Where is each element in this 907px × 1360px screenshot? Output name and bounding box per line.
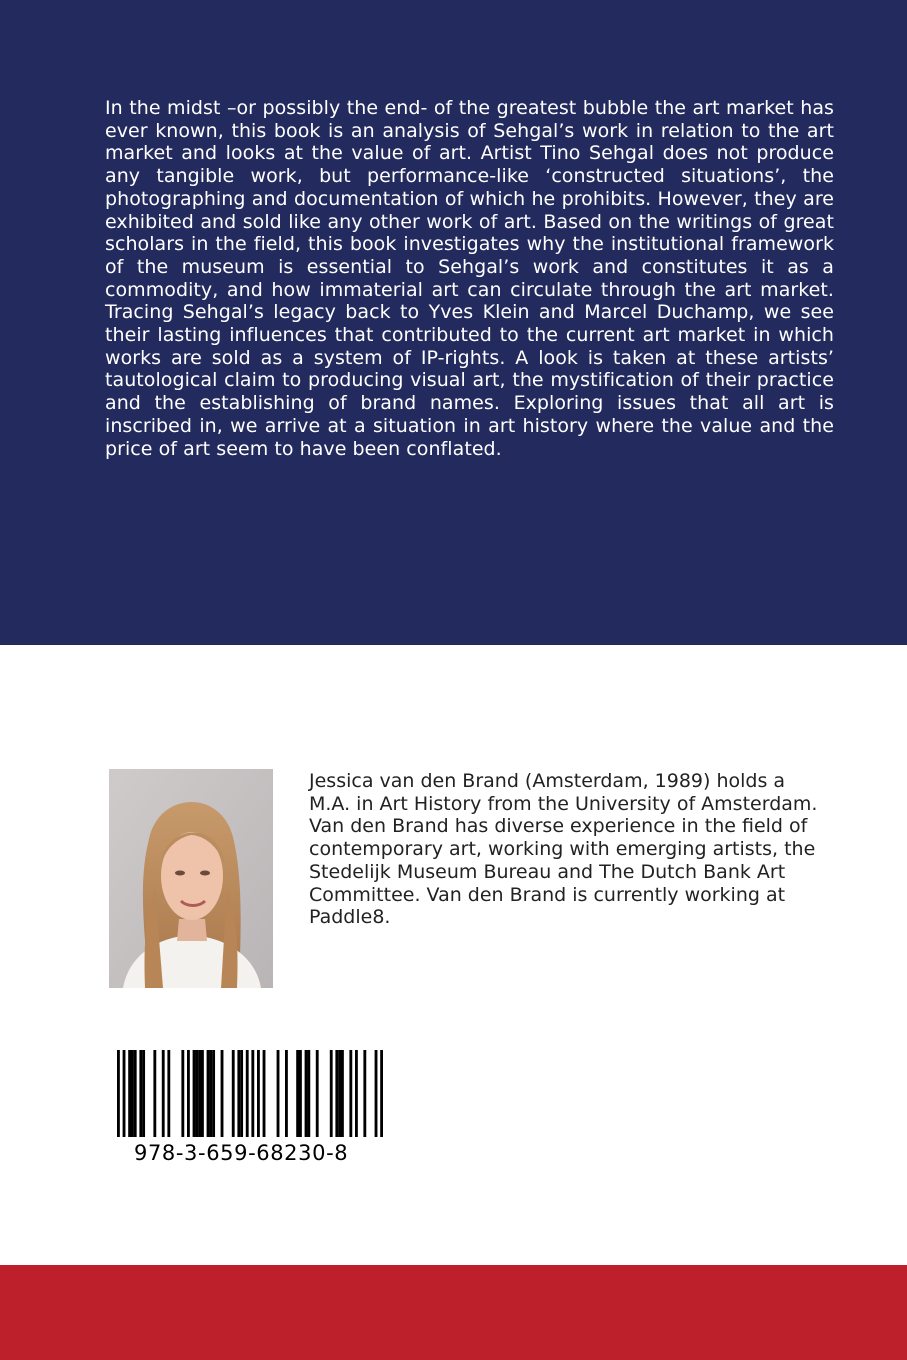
barcode-bar [142,1050,145,1137]
barcode-bar [355,1050,358,1137]
barcode-bar [195,1050,198,1137]
barcode-bar [307,1050,310,1137]
barcode-bar [117,1050,120,1137]
author-bio-line: Committee. Van den Brand is currently working at [309,883,786,906]
barcode-bar [335,1050,338,1137]
barcode-bar [349,1050,352,1137]
barcode-bar [128,1050,131,1137]
barcode-bar [167,1050,170,1137]
barcode-bar [338,1050,341,1137]
barcode-bar [221,1050,224,1137]
isbn-barcode [117,1050,383,1137]
barcode-bar [296,1050,299,1137]
barcode-bar [316,1050,319,1137]
barcode-bar [212,1050,215,1137]
barcode-bar [257,1050,260,1137]
barcode-bar [277,1050,280,1137]
barcode-bar [246,1050,249,1137]
author-bio-line: Stedelijk Museum Bureau and The Dutch Bank Art [309,860,786,883]
barcode-bar [363,1050,366,1137]
author-bio-line: contemporary art, working with emerging artists, the [309,838,816,861]
barcode-bar [299,1050,302,1137]
barcode-bar [201,1050,204,1137]
author-bio-line: Jessica van den Brand (Amsterdam, 1989) holds a [309,770,786,792]
author-bio-line: Paddle8. [309,906,391,929]
barcode-bar [123,1050,126,1137]
bottom-color-bar [0,1265,907,1360]
barcode-bar [330,1050,333,1137]
barcode-bar [207,1050,210,1137]
barcode-bar [193,1050,196,1137]
barcode-bar [380,1050,383,1137]
barcode-bar [232,1050,235,1137]
barcode-bar [240,1050,243,1137]
barcode-bar [375,1050,378,1137]
barcode-bar [209,1050,212,1137]
book-blurb: In the midst –or possibly the end- of the greatest bubble the art market has ever known, this book is an analysis of Sehgal’s work in relation to the art market and looks at the value of art. Artist Tino Sehgal does not produce any tangible work, but performance-like ‘constructed situations’, the photographing and documentation of which he prohibits. However, they are exhibited and sold like any other work of art. Based on the writings of great scholars in the field, this book investigates why the institutional framework of the museum is essential to Sehgal’s work and constitutes it as a commodity, and how immaterial art can circulate through the art market. Tracing Sehgal’s legacy back to Yves Klein and Marcel Duchamp, we see their lasting influences that contributed to the current art market in which works are sold as a system of IP-rights. A look is taken at these artists’ tautological claim to producing visual art, the mystification of their practice and the establishing of brand names. Exploring issues that all art is inscribed in, we arrive at a situation in art history where the value and the price of art seem to have been conflated. [105,97,834,460]
barcode-bar [341,1050,344,1137]
isbn-number: 978-3-659-68230-8 [134,1141,349,1165]
barcode-bar [285,1050,288,1137]
barcode-bar [139,1050,142,1137]
barcode-bar [181,1050,184,1137]
barcode-bar [305,1050,308,1137]
barcode-bar [251,1050,254,1137]
blurb-panel [0,0,907,645]
barcode-bar [237,1050,240,1137]
author-bio-line: Van den Brand has diverse experience in the field of [309,815,808,838]
barcode-bar [153,1050,156,1137]
author-portrait-image [109,769,273,988]
author-bio-line: M.A. in Art History from the University of Amsterdam. [309,792,818,815]
barcode-bar [187,1050,190,1137]
barcode-bar [263,1050,266,1137]
barcode-bar [162,1050,165,1137]
barcode-bar [134,1050,137,1137]
barcode-bar [198,1050,201,1137]
barcode-bar [131,1050,134,1137]
author-bio [309,770,849,929]
author-photo [109,769,273,988]
